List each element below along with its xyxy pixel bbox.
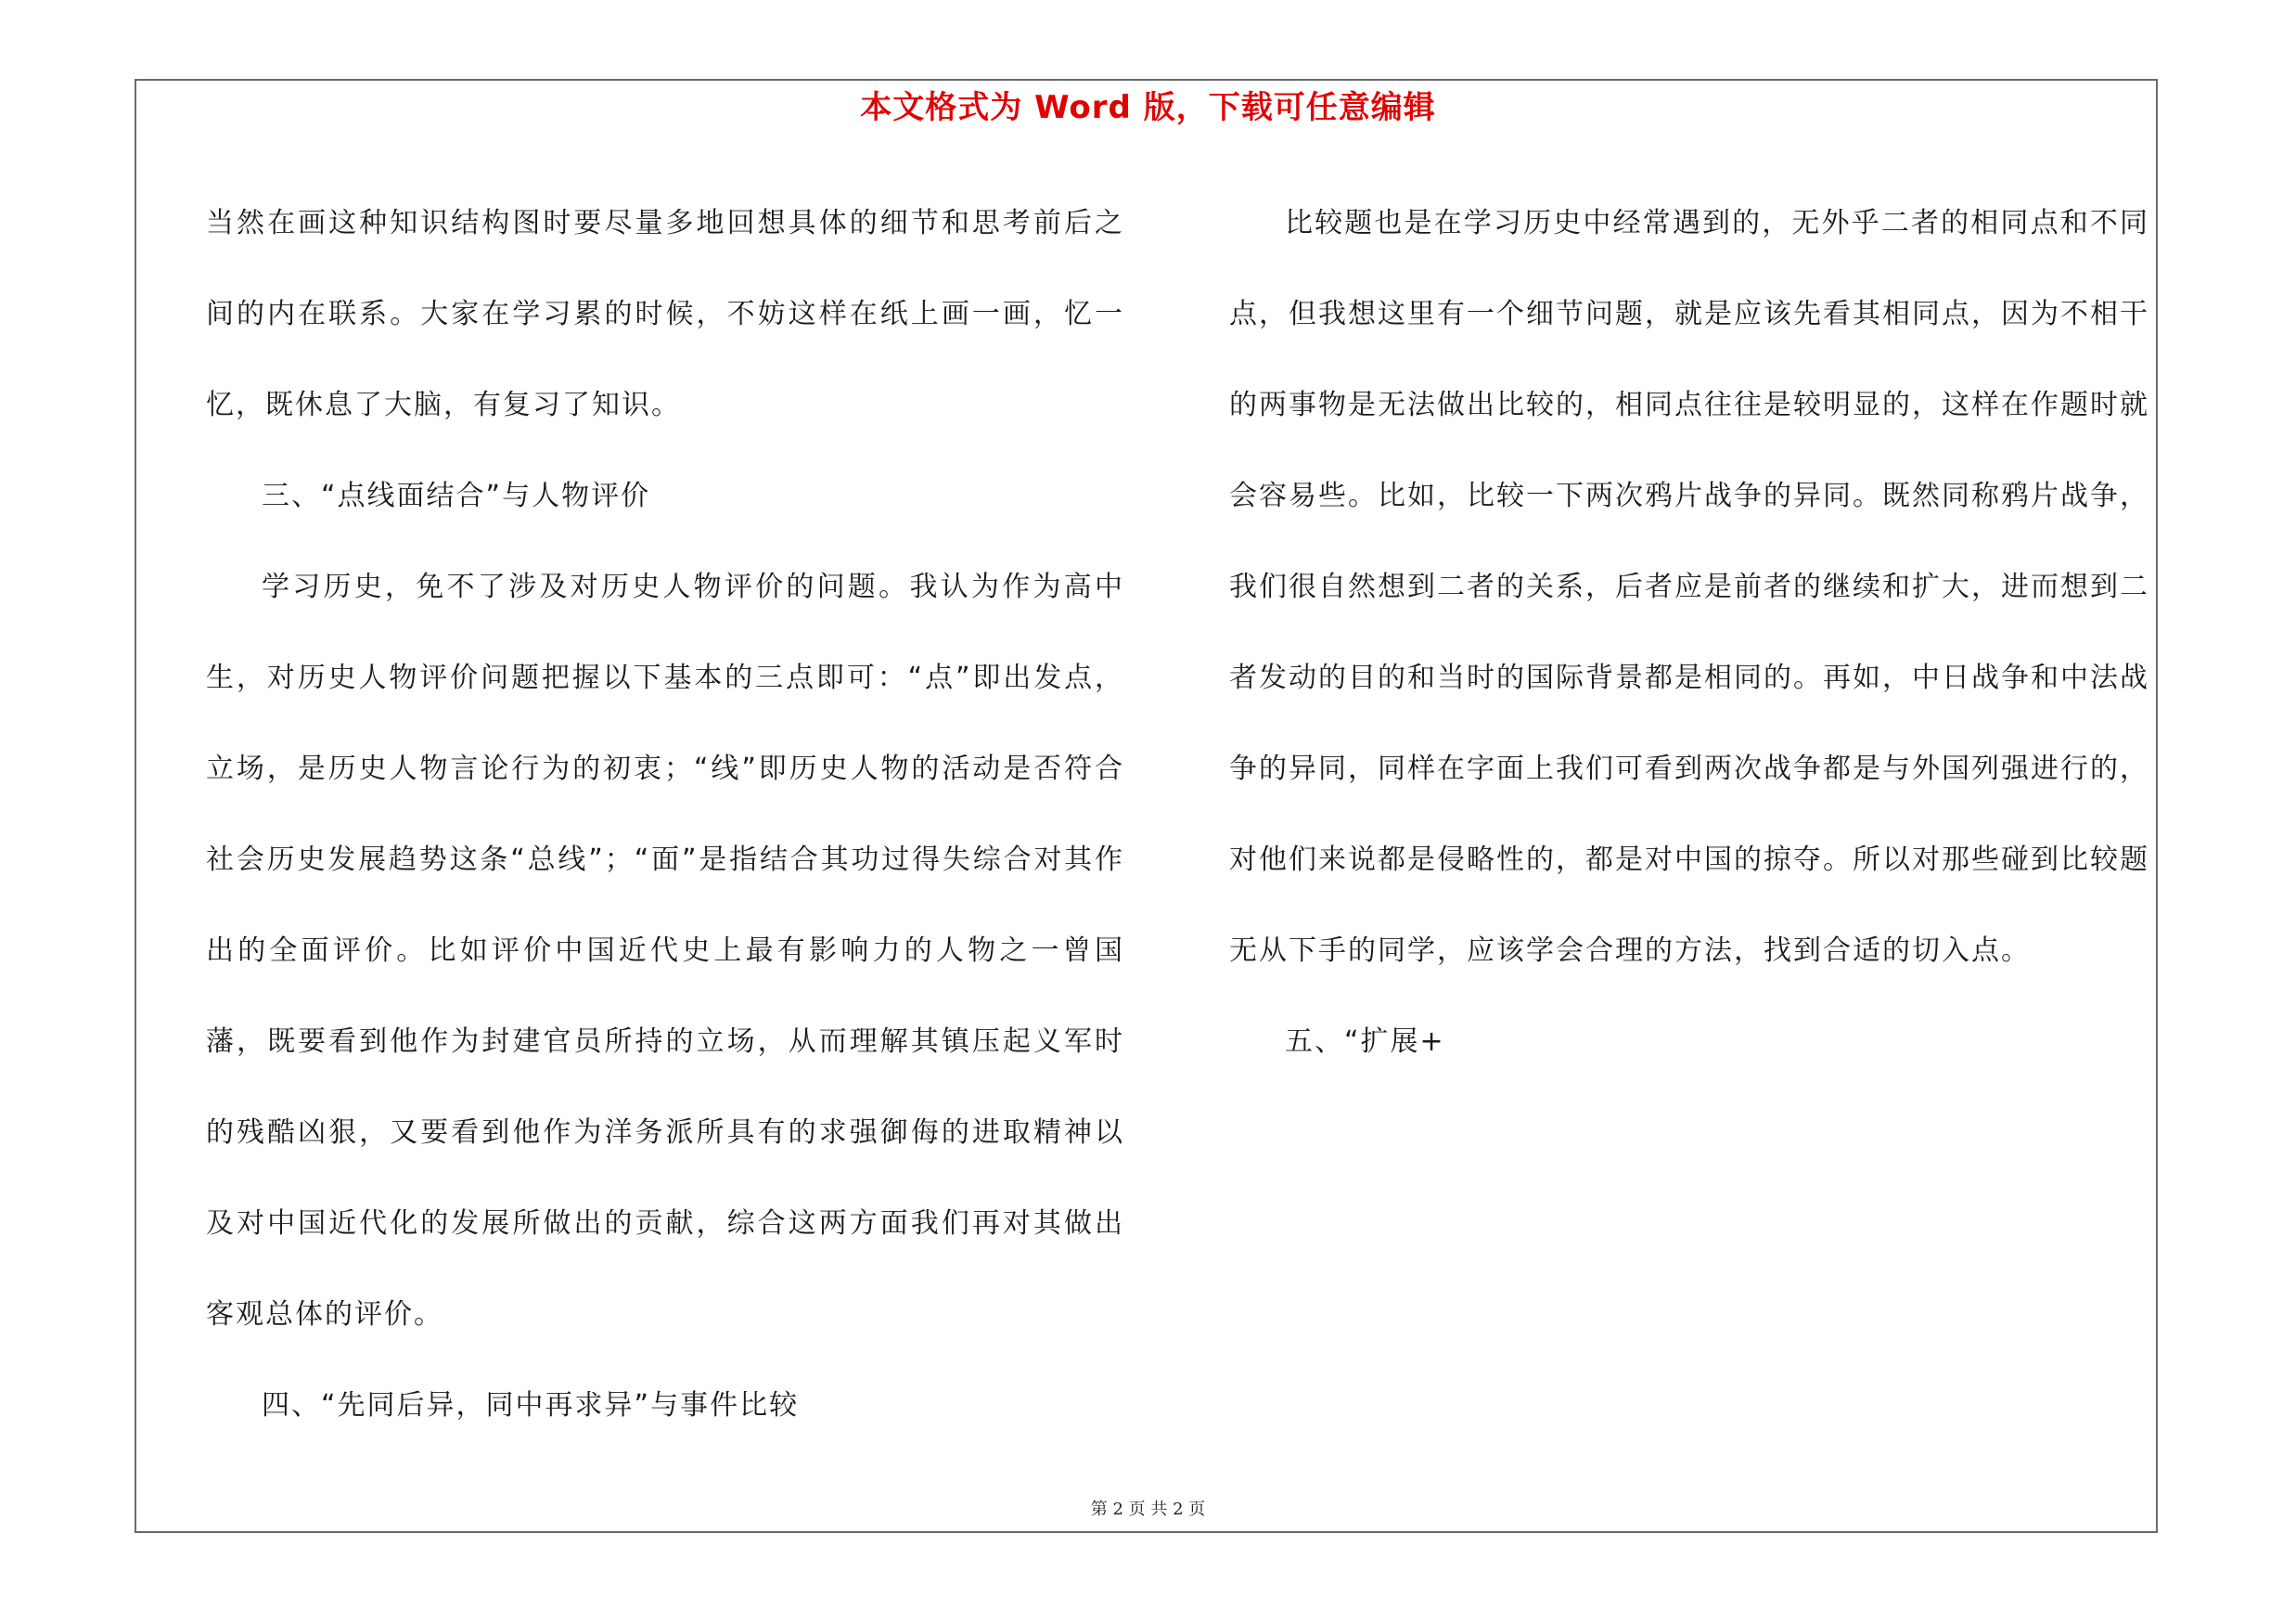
paragraph: 学习历史，免不了涉及对历史人物评价的问题。我认为作为高中生，对历史人物评价问题把握以下基本的三点即可：“点”即出发点，立场，是历史人物言论行为的初衷；“线”即历史人物的活动是否符合社会历史发展趋势这条“总线”；“面”是指结合其功过得失综合对其作出的全面评价。比如评价中国近代史上最有影响力的人物之一曾国藩，既要看到他作为封建官员所持的立场，从而理解其镇压起义军时的残酷凶狠，又要看到他作为洋务派所具有的求强御侮的进取精神以及对中国近代化的发展所做出的贡献，综合这两方面我们再对其做出客观总体的评价。 [206, 571, 1124, 1331]
page-number-footer: 第 2 页 共 2 页 [1090, 1500, 1206, 1519]
section-heading-5: 五、“扩展+ [1285, 1025, 1445, 1058]
section-heading-4: 四、“先同后异，同中再求异”与事件比较 [262, 1389, 800, 1422]
word-format-banner: 本文格式为 Word 版，下载可任意编辑 [860, 89, 1436, 126]
paragraph: 当然在画这种知识结构图时要尽量多地回想具体的细节和思考前后之间的内在联系。大家在学习累的时候，不妨这样在纸上画一画，忆一忆，既休息了大脑，有复习了知识。 [206, 207, 1124, 421]
right-text-column [1229, 178, 2149, 1088]
section-heading-3: 三、“点线面结合”与人物评价 [262, 480, 651, 512]
paragraph: 比较题也是在学习历史中经常遇到的，无外乎二者的相同点和不同点，但我想这里有一个细节问题，就是应该先看其相同点，因为不相干的两事物是无法做出比较的，相同点往往是较明显的，这样在作题时就会容易些。比如，比较一下两次鸦片战争的异同。既然同称鸦片战争，我们很自然想到二者的关系，后者应是前者的继续和扩大，进而想到二者发动的目的和当时的国际背景都是相同的。再如，中日战争和中法战争的异同，同样在字面上我们可看到两次战争都是与外国列强进行的，对他们来说都是侵略性的，都是对中国的掠夺。所以对那些碰到比较题无从下手的同学，应该学会合理的方法，找到合适的切入点。 [1229, 207, 2149, 967]
left-text-column [206, 178, 1124, 1451]
